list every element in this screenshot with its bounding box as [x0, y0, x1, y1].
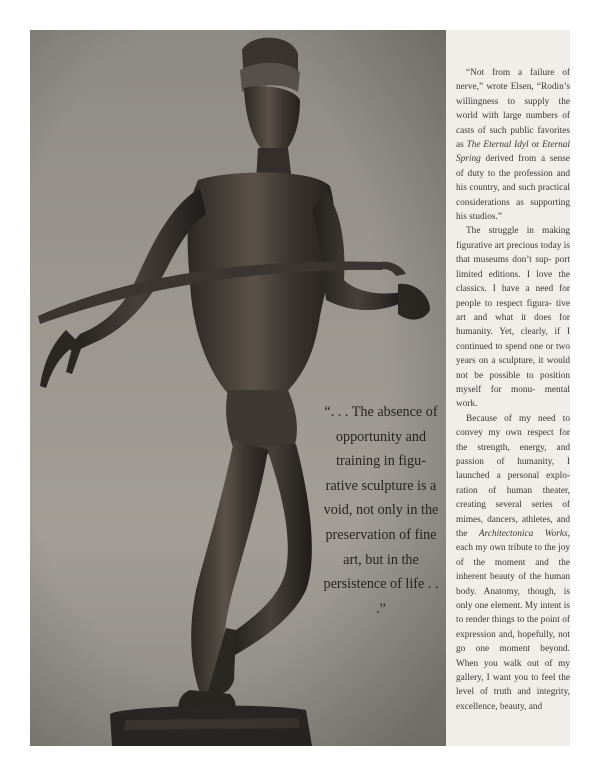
- paragraph-3: Because of my need to convey my own respect for the strength, energy, and passion of humanity, I launched a personal explo- ration of human theater, creating several series of mimes, dancers, athletes, and the Architectonica Works, each my own tribute to the joy of the moment and the inherent beauty of the human body. Anatomy, though, is only one element. My intent is to render things to the point of expression and, hopefully, not go one moment beyond. When you walk out of my gallery, I want you to feel the level of truth and integrity, excellence, beauty, and: [456, 413, 570, 712]
- article-text-column: [446, 30, 570, 746]
- title-eternal-idyl: The Eternal Idyl: [466, 140, 529, 151]
- article-body: [456, 66, 570, 714]
- bronze-figure-sculpture-image: [30, 30, 446, 746]
- pull-quote: “. . . The absence of opportunity and training in figu- rative sculpture is a void, not only in the preservation of fine art, but in the persistence of life . . .”: [323, 404, 439, 617]
- sculpture-photograph: [30, 30, 446, 746]
- paragraph-1: “Not from a failure of nerve,” wrote Elsen, “Rodin’s willingness to supply the world with large numbers of casts of such public favorites as The Eternal Idyl or Eternal Spring derived from a sense of duty to the profession and his country, and such practical considerations as supporting his studios.”: [456, 68, 570, 223]
- title-architectonica-works: Architectonica Works: [478, 529, 568, 539]
- paragraph-2: The struggle in making figurative art precious today is that museums don’t sup- port limited editions. I love the classics. I have a need for people to respect figura- tive art and what it does for humanity. Yet, clearly, if I continued to spend one or two years on a sculpture, it would not be possible to position myself for monu- mental work.: [456, 226, 570, 410]
- magazine-page: [30, 30, 570, 746]
- title-eternal-spring: Eternal Spring: [456, 140, 570, 165]
